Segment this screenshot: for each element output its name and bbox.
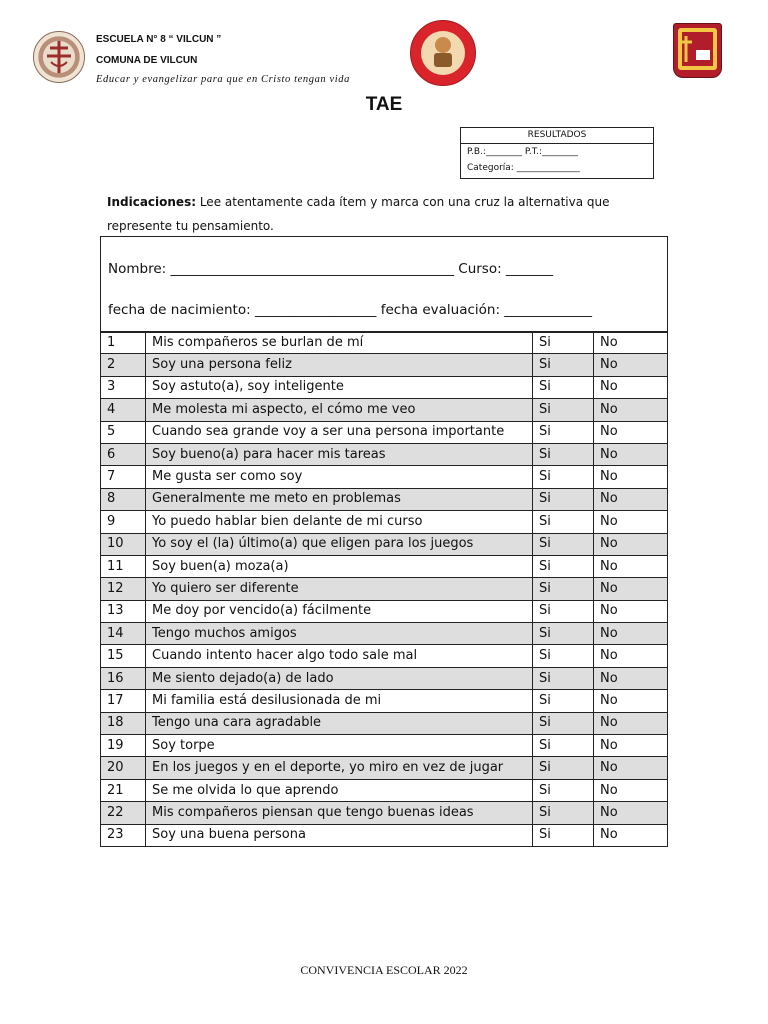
commune-name: COMUNA DE VILCUN	[96, 55, 198, 66]
item-number: 21	[101, 779, 146, 801]
item-statement: Se me olvida lo que aprendo	[146, 779, 533, 801]
option-si[interactable]: Si	[533, 802, 594, 824]
option-no[interactable]: No	[594, 354, 668, 376]
item-statement: Yo quiero ser diferente	[146, 578, 533, 600]
table-row	[101, 712, 668, 734]
option-no[interactable]: No	[594, 332, 668, 354]
item-statement: Cuando intento hacer algo todo sale mal	[146, 645, 533, 667]
item-number: 22	[101, 802, 146, 824]
item-number: 2	[101, 354, 146, 376]
option-no[interactable]: No	[594, 488, 668, 510]
option-no[interactable]: No	[594, 600, 668, 622]
table-row	[101, 690, 668, 712]
option-si[interactable]: Si	[533, 645, 594, 667]
option-si[interactable]: Si	[533, 623, 594, 645]
table-row	[101, 667, 668, 689]
item-statement: Mis compañeros piensan que tengo buenas ideas	[146, 802, 533, 824]
option-no[interactable]: No	[594, 690, 668, 712]
results-box	[460, 127, 654, 179]
table-row	[101, 824, 668, 846]
item-statement: Me siento dejado(a) de lado	[146, 667, 533, 689]
item-number: 3	[101, 376, 146, 398]
item-number: 10	[101, 533, 146, 555]
mascot-badge-icon	[410, 20, 476, 86]
option-no[interactable]: No	[594, 735, 668, 757]
item-statement: Cuando sea grande voy a ser una persona importante	[146, 421, 533, 443]
item-statement: Soy una persona feliz	[146, 354, 533, 376]
item-number: 12	[101, 578, 146, 600]
results-category: Categoría: ______________	[467, 163, 580, 173]
dates-line[interactable]: fecha de nacimiento: __________________ fecha evaluación: _____________	[108, 302, 593, 318]
option-si[interactable]: Si	[533, 824, 594, 846]
item-number: 16	[101, 667, 146, 689]
item-number: 5	[101, 421, 146, 443]
option-si[interactable]: Si	[533, 443, 594, 465]
option-no[interactable]: No	[594, 466, 668, 488]
name-course-line[interactable]: Nombre: __________________________________________ Curso: _______	[108, 261, 554, 277]
table-row	[101, 399, 668, 421]
option-no[interactable]: No	[594, 757, 668, 779]
table-row	[101, 623, 668, 645]
table-row	[101, 802, 668, 824]
item-statement: Soy astuto(a), soy inteligente	[146, 376, 533, 398]
item-number: 7	[101, 466, 146, 488]
table-row	[101, 466, 668, 488]
table-row	[101, 332, 668, 354]
document-title: TAE	[365, 94, 403, 115]
item-statement: Generalmente me meto en problemas	[146, 488, 533, 510]
option-si[interactable]: Si	[533, 421, 594, 443]
student-info-form	[100, 236, 668, 333]
option-si[interactable]: Si	[533, 488, 594, 510]
table-row	[101, 735, 668, 757]
item-statement: Me gusta ser como soy	[146, 466, 533, 488]
shield-emblem-icon	[673, 23, 722, 78]
item-statement: Soy torpe	[146, 735, 533, 757]
item-number: 13	[101, 600, 146, 622]
option-si[interactable]: Si	[533, 578, 594, 600]
school-name: ESCUELA N° 8 “ VILCUN ”	[96, 34, 222, 45]
item-statement: Tengo muchos amigos	[146, 623, 533, 645]
item-statement: Soy bueno(a) para hacer mis tareas	[146, 443, 533, 465]
item-number: 8	[101, 488, 146, 510]
table-row	[101, 645, 668, 667]
option-si[interactable]: Si	[533, 757, 594, 779]
option-si[interactable]: Si	[533, 690, 594, 712]
school-crest-icon	[33, 31, 85, 83]
item-number: 4	[101, 399, 146, 421]
option-si[interactable]: Si	[533, 332, 594, 354]
option-si[interactable]: Si	[533, 667, 594, 689]
item-statement: Me doy por vencido(a) fácilmente	[146, 600, 533, 622]
option-si[interactable]: Si	[533, 779, 594, 801]
table-row	[101, 533, 668, 555]
table-row	[101, 555, 668, 577]
item-statement: Soy buen(a) moza(a)	[146, 555, 533, 577]
item-statement: Me molesta mi aspecto, el cómo me veo	[146, 399, 533, 421]
option-no[interactable]: No	[594, 511, 668, 533]
school-motto: Educar y evangelizar para que en Cristo tengan vida	[96, 74, 350, 85]
table-row	[101, 376, 668, 398]
option-si[interactable]: Si	[533, 354, 594, 376]
item-statement: Soy una buena persona	[146, 824, 533, 846]
option-no[interactable]: No	[594, 555, 668, 577]
option-si[interactable]: Si	[533, 735, 594, 757]
option-si[interactable]: Si	[533, 555, 594, 577]
results-pb-pt: P.B.:________ P.T.:________	[467, 147, 579, 157]
footer: CONVIVENCIA ESCOLAR 2022	[300, 963, 468, 977]
option-no[interactable]: No	[594, 578, 668, 600]
option-no[interactable]: No	[594, 376, 668, 398]
option-no[interactable]: No	[594, 779, 668, 801]
questionnaire-table	[100, 331, 668, 847]
table-row	[101, 757, 668, 779]
item-number: 20	[101, 757, 146, 779]
table-row	[101, 488, 668, 510]
item-statement: Mi familia está desilusionada de mi	[146, 690, 533, 712]
option-si[interactable]: Si	[533, 376, 594, 398]
option-si[interactable]: Si	[533, 466, 594, 488]
item-number: 11	[101, 555, 146, 577]
table-row	[101, 600, 668, 622]
item-statement: Yo puedo hablar bien delante de mi curso	[146, 511, 533, 533]
item-statement: Tengo una cara agradable	[146, 712, 533, 734]
option-no[interactable]: No	[594, 645, 668, 667]
instructions	[107, 190, 667, 238]
instructions-text: Lee atentamente cada ítem y marca con una cruz la alternativa que represente tu pensamiento.	[107, 195, 610, 233]
option-si[interactable]: Si	[533, 511, 594, 533]
option-no[interactable]: No	[594, 533, 668, 555]
item-number: 23	[101, 824, 146, 846]
instructions-label: Indicaciones:	[107, 195, 197, 209]
table-row	[101, 779, 668, 801]
item-statement: En los juegos y en el deporte, yo miro en vez de jugar	[146, 757, 533, 779]
option-no[interactable]: No	[594, 802, 668, 824]
table-row	[101, 354, 668, 376]
option-no[interactable]: No	[594, 667, 668, 689]
option-no[interactable]: No	[594, 623, 668, 645]
item-number: 6	[101, 443, 146, 465]
item-number: 14	[101, 623, 146, 645]
option-no[interactable]: No	[594, 712, 668, 734]
option-no[interactable]: No	[594, 824, 668, 846]
item-number: 18	[101, 712, 146, 734]
item-number: 19	[101, 735, 146, 757]
table-row	[101, 578, 668, 600]
table-row	[101, 421, 668, 443]
item-statement: Mis compañeros se burlan de mí	[146, 332, 533, 354]
item-number: 15	[101, 645, 146, 667]
item-statement: Yo soy el (la) último(a) que eligen para los juegos	[146, 533, 533, 555]
item-number: 1	[101, 332, 146, 354]
table-row	[101, 511, 668, 533]
item-number: 17	[101, 690, 146, 712]
results-header: RESULTADOS	[461, 128, 653, 144]
option-si[interactable]: Si	[533, 399, 594, 421]
table-row	[101, 443, 668, 465]
option-si[interactable]: Si	[533, 533, 594, 555]
option-no[interactable]: No	[594, 421, 668, 443]
option-no[interactable]: No	[594, 443, 668, 465]
item-number: 9	[101, 511, 146, 533]
option-si[interactable]: Si	[533, 712, 594, 734]
option-si[interactable]: Si	[533, 600, 594, 622]
option-no[interactable]: No	[594, 399, 668, 421]
